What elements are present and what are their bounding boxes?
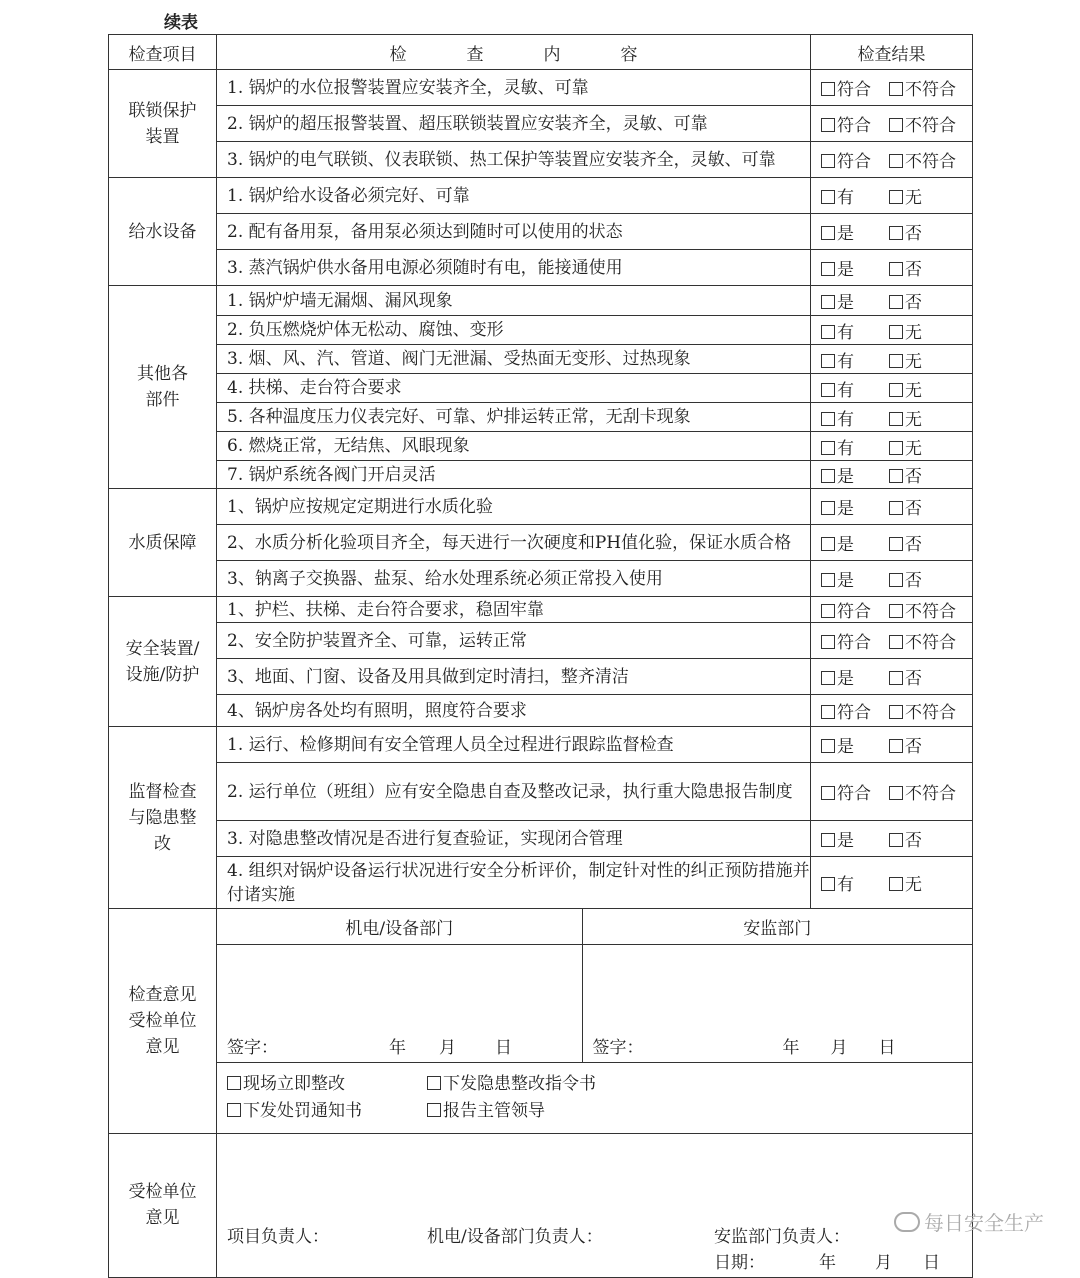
result-option[interactable]	[821, 219, 889, 244]
checkbox-icon[interactable]	[821, 573, 835, 587]
dept-lead-label: 机电/设备部门负责人：	[427, 1226, 603, 1247]
option-label: 有	[837, 438, 854, 459]
option-label: 否	[905, 535, 922, 555]
result-option[interactable]	[821, 347, 889, 372]
option-label: 符合	[837, 152, 871, 172]
check-result	[811, 623, 973, 659]
check-result	[811, 178, 973, 214]
result-option[interactable]	[889, 318, 922, 343]
check-item-text: 3. 烟、风、汽、管道、阀门无泄漏、受热面无变形、过热现象	[217, 345, 811, 374]
result-option[interactable]	[821, 75, 889, 100]
check-result	[811, 525, 973, 561]
check-result	[811, 374, 973, 403]
check-row	[109, 695, 973, 727]
opinion-split	[217, 909, 972, 1062]
check-result	[811, 489, 973, 525]
project-lead-label: 项目负责人：	[227, 1226, 329, 1247]
action-options	[217, 1062, 973, 1133]
wechat-icon	[894, 1212, 920, 1232]
header-item: 检查项目	[109, 35, 217, 70]
checkbox-icon[interactable]	[821, 383, 835, 397]
dept1-sign-label: 签字：	[227, 1037, 278, 1058]
check-row	[109, 286, 973, 316]
result-option[interactable]	[889, 219, 922, 244]
option-label: 是	[837, 499, 854, 519]
check-item-text: 6. 燃烧正常，无结焦、风眼现象	[217, 432, 811, 461]
checkbox-icon[interactable]	[889, 226, 903, 240]
result-option[interactable]	[821, 376, 889, 401]
result-option[interactable]	[821, 628, 889, 653]
option-label: 是	[837, 669, 854, 689]
checkbox-icon[interactable]	[821, 469, 835, 483]
date-year: 年	[819, 1252, 836, 1273]
table-continuation-title: 续表	[164, 13, 198, 33]
action-label: 下发隐患整改指令书	[443, 1073, 596, 1094]
checkbox-icon[interactable]	[227, 1076, 241, 1090]
action-label: 现场立即整改	[243, 1073, 345, 1094]
check-item-text: 3. 对隐患整改情况是否进行复查验证，实现闭合管理	[217, 821, 811, 857]
header-row	[109, 35, 973, 70]
check-result	[811, 286, 973, 316]
result-option[interactable]	[889, 255, 922, 280]
checkbox-icon[interactable]	[889, 354, 903, 368]
watermark	[894, 1207, 1044, 1236]
result-option[interactable]	[821, 111, 889, 136]
option-label: 是	[837, 467, 854, 487]
result-option[interactable]	[889, 494, 922, 519]
option-label: 符合	[837, 116, 871, 136]
option-label: 有	[837, 875, 854, 895]
check-row	[109, 178, 973, 214]
option-label: 否	[905, 467, 922, 487]
check-item-text: 1. 运行、检修期间有安全管理人员全过程进行跟踪监督检查	[217, 727, 811, 763]
checkbox-icon[interactable]	[889, 154, 903, 168]
check-row	[109, 214, 973, 250]
checkbox-icon[interactable]	[889, 501, 903, 515]
result-option[interactable]	[889, 434, 922, 459]
checkbox-icon[interactable]	[821, 325, 835, 339]
check-result	[811, 857, 973, 909]
result-option[interactable]	[821, 779, 889, 804]
check-result	[811, 461, 973, 489]
checkbox-icon[interactable]	[889, 262, 903, 276]
dept1-header: 机电/设备部门	[217, 909, 582, 944]
checkbox-icon[interactable]	[889, 671, 903, 685]
checkbox-icon[interactable]	[821, 739, 835, 753]
result-option[interactable]	[889, 732, 922, 757]
watermark-text: 每日安全生产	[924, 1211, 1044, 1235]
check-item-text: 2、安全防护装置齐全、可靠，运转正常	[217, 623, 811, 659]
result-option[interactable]	[889, 664, 922, 689]
check-row	[109, 461, 973, 489]
check-item-text: 4. 扶梯、走台符合要求	[217, 374, 811, 403]
dept2-month: 月	[830, 1037, 848, 1058]
checkbox-icon[interactable]	[889, 705, 903, 719]
option-label: 无	[905, 380, 922, 401]
check-item-text: 1. 锅炉炉墙无漏烟、漏风现象	[217, 286, 811, 316]
check-item-text: 2. 运行单位（班组）应有安全隐患自查及整改记录，执行重大隐患报告制度	[217, 763, 811, 821]
check-item-text: 4. 组织对锅炉设备运行状况进行安全分析评价，制定针对性的纠正预防措施并付诸实施	[217, 857, 811, 909]
option-label: 是	[837, 224, 854, 244]
result-option[interactable]	[889, 566, 922, 591]
section-name-display: 监督检查 与隐患整 改	[128, 781, 197, 854]
action-option[interactable]	[227, 1071, 427, 1098]
section-label	[109, 489, 217, 597]
opinion-area	[217, 909, 973, 1063]
check-result	[811, 561, 973, 597]
option-label: 不符合	[905, 784, 956, 804]
result-option[interactable]	[821, 870, 889, 895]
action-option[interactable]	[227, 1098, 427, 1125]
option-label: 无	[905, 438, 922, 459]
option-label: 符合	[837, 80, 871, 100]
option-label: 是	[837, 571, 854, 591]
checkbox-icon[interactable]	[821, 786, 835, 800]
checkbox-icon[interactable]	[821, 82, 835, 96]
option-label: 有	[837, 188, 854, 208]
option-label: 否	[905, 260, 922, 280]
check-row	[109, 345, 973, 374]
check-item-text: 3. 蒸汽锅炉供水备用电源必须随时有电，能接通使用	[217, 250, 811, 286]
checkbox-icon[interactable]	[821, 295, 835, 309]
safety-lead-label: 安监部门负责人：	[714, 1226, 850, 1247]
receiver-area[interactable]	[217, 1133, 973, 1277]
checkbox-icon[interactable]	[889, 635, 903, 649]
check-row	[109, 70, 973, 106]
inspection-table	[108, 34, 973, 1278]
check-row	[109, 250, 973, 286]
option-label: 无	[905, 875, 922, 895]
checkbox-icon[interactable]	[821, 441, 835, 455]
option-label: 不符合	[905, 116, 956, 136]
option-label: 有	[837, 409, 854, 430]
check-row	[109, 316, 973, 345]
check-result	[811, 597, 973, 623]
option-label: 无	[905, 409, 922, 430]
result-option[interactable]	[889, 183, 922, 208]
dept2-sign-label: 签字：	[592, 1037, 644, 1058]
checkbox-icon[interactable]	[821, 412, 835, 426]
checkbox-icon[interactable]	[889, 469, 903, 483]
check-row	[109, 525, 973, 561]
checkbox-icon[interactable]	[889, 537, 903, 551]
check-item-text: 3、地面、门窗、设备及用具做到定时清扫，整齐清洁	[217, 659, 811, 695]
check-result	[811, 70, 973, 106]
result-option[interactable]	[889, 111, 956, 136]
result-option[interactable]	[889, 347, 922, 372]
check-item-text: 3、钠离子交换器、盐泵、给水处理系统必须正常投入使用	[217, 561, 811, 597]
check-result	[811, 316, 973, 345]
checkbox-icon[interactable]	[821, 501, 835, 515]
checkbox-icon[interactable]	[821, 154, 835, 168]
check-row	[109, 432, 973, 461]
check-row	[109, 374, 973, 403]
check-row	[109, 659, 973, 695]
result-option[interactable]	[889, 376, 922, 401]
checkbox-icon[interactable]	[889, 833, 903, 847]
check-result	[811, 403, 973, 432]
date-month: 月	[875, 1252, 892, 1273]
result-option[interactable]	[821, 530, 889, 555]
result-option[interactable]	[821, 318, 889, 343]
option-label: 否	[905, 224, 922, 244]
section-name-display: 其他各 部件	[137, 364, 188, 410]
section-label	[109, 727, 217, 909]
check-row	[109, 142, 973, 178]
action-label: 下发处罚通知书	[243, 1100, 362, 1121]
result-option[interactable]	[889, 698, 956, 723]
checkbox-icon[interactable]	[889, 604, 903, 618]
result-option[interactable]	[889, 405, 922, 430]
dept2-sign-area[interactable]	[582, 944, 972, 1062]
check-row	[109, 821, 973, 857]
result-option[interactable]	[821, 255, 889, 280]
check-row	[109, 857, 973, 909]
result-option[interactable]	[821, 597, 889, 622]
option-label: 有	[837, 322, 854, 343]
section-label	[109, 70, 217, 178]
receiver-label	[109, 1133, 217, 1277]
check-result	[811, 695, 973, 727]
check-row	[109, 106, 973, 142]
checkbox-icon[interactable]	[821, 833, 835, 847]
result-option[interactable]	[821, 405, 889, 430]
opinion-label-display: 检查意见 受检单位 意见	[128, 984, 197, 1057]
checkbox-icon[interactable]	[889, 383, 903, 397]
result-option[interactable]	[821, 664, 889, 689]
header-content: 检查内容	[217, 35, 811, 70]
check-result	[811, 142, 973, 178]
option-label: 不符合	[905, 602, 956, 622]
result-option[interactable]	[821, 732, 889, 757]
option-label: 不符合	[905, 703, 956, 723]
checkbox-icon[interactable]	[889, 412, 903, 426]
option-label: 符合	[837, 633, 871, 653]
action-option[interactable]	[427, 1098, 627, 1125]
section-name-display: 联锁保护 装置	[128, 100, 197, 147]
option-label: 无	[905, 188, 922, 208]
check-result	[811, 250, 973, 286]
result-option[interactable]	[889, 870, 922, 895]
check-row	[109, 489, 973, 525]
section-label	[109, 178, 217, 286]
check-item-text: 2. 锅炉的超压报警装置、超压联锁装置应安装齐全，灵敏、可靠	[217, 106, 811, 142]
checkbox-icon[interactable]	[889, 573, 903, 587]
check-row	[109, 561, 973, 597]
result-option[interactable]	[889, 628, 956, 653]
option-label: 有	[837, 351, 854, 372]
option-label: 否	[905, 499, 922, 519]
result-option[interactable]	[821, 698, 889, 723]
option-label: 是	[837, 535, 854, 555]
dept2-year: 年	[782, 1037, 800, 1058]
check-item-text: 3. 锅炉的电气联锁、仪表联锁、热工保护等装置应安装齐全，灵敏、可靠	[217, 142, 811, 178]
option-label: 否	[905, 293, 922, 313]
check-result	[811, 821, 973, 857]
option-label: 否	[905, 737, 922, 757]
check-result	[811, 763, 973, 821]
result-option[interactable]	[889, 826, 922, 851]
option-label: 不符合	[905, 633, 956, 653]
option-label: 符合	[837, 784, 871, 804]
dept2-header: 安监部门	[582, 909, 972, 944]
section-name-display: 安全装置/ 设施/防护	[125, 638, 200, 685]
checkbox-icon[interactable]	[889, 190, 903, 204]
result-option[interactable]	[889, 147, 956, 172]
dept1-month: 月	[439, 1037, 456, 1058]
result-option[interactable]	[889, 462, 922, 487]
result-option[interactable]	[889, 75, 956, 100]
check-result	[811, 727, 973, 763]
check-result	[811, 345, 973, 374]
opinion-row	[109, 909, 973, 1063]
option-label: 否	[905, 831, 922, 851]
header-result: 检查结果	[811, 35, 973, 70]
option-label: 有	[837, 380, 854, 401]
check-row	[109, 763, 973, 821]
checkbox-icon[interactable]	[427, 1076, 441, 1090]
option-label: 否	[905, 571, 922, 591]
dept1-year: 年	[389, 1037, 406, 1058]
check-result	[811, 214, 973, 250]
result-option[interactable]	[821, 288, 889, 313]
date-day: 日	[923, 1252, 940, 1273]
checkbox-icon[interactable]	[821, 537, 835, 551]
dept1-sign-area[interactable]	[217, 944, 582, 1062]
result-option[interactable]	[889, 779, 956, 804]
checkbox-icon[interactable]	[889, 877, 903, 891]
checkbox-icon[interactable]	[821, 354, 835, 368]
option-label: 不符合	[905, 152, 956, 172]
result-option[interactable]	[821, 826, 889, 851]
result-option[interactable]	[821, 494, 889, 519]
opinion-label	[109, 909, 217, 1134]
checkbox-icon[interactable]	[889, 118, 903, 132]
option-label: 无	[905, 351, 922, 372]
section-name-display: 给水设备	[128, 221, 197, 242]
section-label	[109, 286, 217, 489]
result-option[interactable]	[821, 566, 889, 591]
section-label	[109, 597, 217, 727]
check-result	[811, 432, 973, 461]
result-option[interactable]	[821, 183, 889, 208]
check-row	[109, 623, 973, 659]
result-option[interactable]	[821, 147, 889, 172]
option-label: 是	[837, 293, 854, 313]
check-row	[109, 727, 973, 763]
checkbox-icon[interactable]	[889, 786, 903, 800]
checkbox-icon[interactable]	[227, 1103, 241, 1117]
receiver-row	[109, 1133, 973, 1277]
checkbox-icon[interactable]	[821, 190, 835, 204]
check-item-text: 5. 各种温度压力仪表完好、可靠、炉排运转正常，无刮卡现象	[217, 403, 811, 432]
option-label: 无	[905, 322, 922, 343]
check-item-text: 1、锅炉应按规定定期进行水质化验	[217, 489, 811, 525]
actions-row	[109, 1062, 973, 1133]
checkbox-icon[interactable]	[821, 671, 835, 685]
checkbox-icon[interactable]	[821, 635, 835, 649]
result-option[interactable]	[821, 434, 889, 459]
action-option[interactable]	[427, 1071, 627, 1098]
checkbox-icon[interactable]	[889, 82, 903, 96]
checkbox-icon[interactable]	[821, 226, 835, 240]
checkbox-icon[interactable]	[821, 877, 835, 891]
option-label: 是	[837, 831, 854, 851]
checkbox-icon[interactable]	[821, 604, 835, 618]
checkbox-icon[interactable]	[889, 441, 903, 455]
checkbox-icon[interactable]	[889, 325, 903, 339]
check-result	[811, 659, 973, 695]
option-label: 符合	[837, 602, 871, 622]
option-label: 符合	[837, 703, 871, 723]
check-row	[109, 403, 973, 432]
dept2-day: 日	[878, 1037, 896, 1058]
checkbox-icon[interactable]	[821, 118, 835, 132]
result-option[interactable]	[821, 462, 889, 487]
section-name-display: 水质保障	[128, 532, 197, 553]
check-item-text: 2. 负压燃烧炉体无松动、腐蚀、变形	[217, 316, 811, 345]
result-option[interactable]	[889, 288, 922, 313]
checkbox-icon[interactable]	[427, 1103, 441, 1117]
check-item-text: 1、护栏、扶梯、走台符合要求，稳固牢靠	[217, 597, 811, 623]
dept1-day: 日	[495, 1037, 512, 1058]
check-row	[109, 597, 973, 623]
result-option[interactable]	[889, 530, 922, 555]
check-item-text: 1. 锅炉给水设备必须完好、可靠	[217, 178, 811, 214]
check-result	[811, 106, 973, 142]
check-item-text: 7. 锅炉系统各阀门开启灵活	[217, 461, 811, 489]
checkbox-icon[interactable]	[821, 705, 835, 719]
result-option[interactable]	[889, 597, 956, 622]
checkbox-icon[interactable]	[889, 295, 903, 309]
check-item-text: 1. 锅炉的水位报警装置应安装齐全，灵敏、可靠	[217, 70, 811, 106]
option-label: 是	[837, 737, 854, 757]
option-label: 是	[837, 260, 854, 280]
action-label: 报告主管领导	[443, 1100, 545, 1121]
checkbox-icon[interactable]	[889, 739, 903, 753]
option-label: 不符合	[905, 80, 956, 100]
option-label: 否	[905, 669, 922, 689]
checkbox-icon[interactable]	[821, 262, 835, 276]
check-item-text: 2、水质分析化验项目齐全，每天进行一次硬度和PH值化验，保证水质合格	[217, 525, 811, 561]
receiver-label-display: 受检单位 意见	[128, 1182, 197, 1228]
check-item-text: 4、锅炉房各处均有照明，照度符合要求	[217, 695, 811, 727]
check-item-text: 2. 配有备用泵，备用泵必须达到随时可以使用的状态	[217, 214, 811, 250]
date-label: 日期：	[714, 1252, 765, 1273]
